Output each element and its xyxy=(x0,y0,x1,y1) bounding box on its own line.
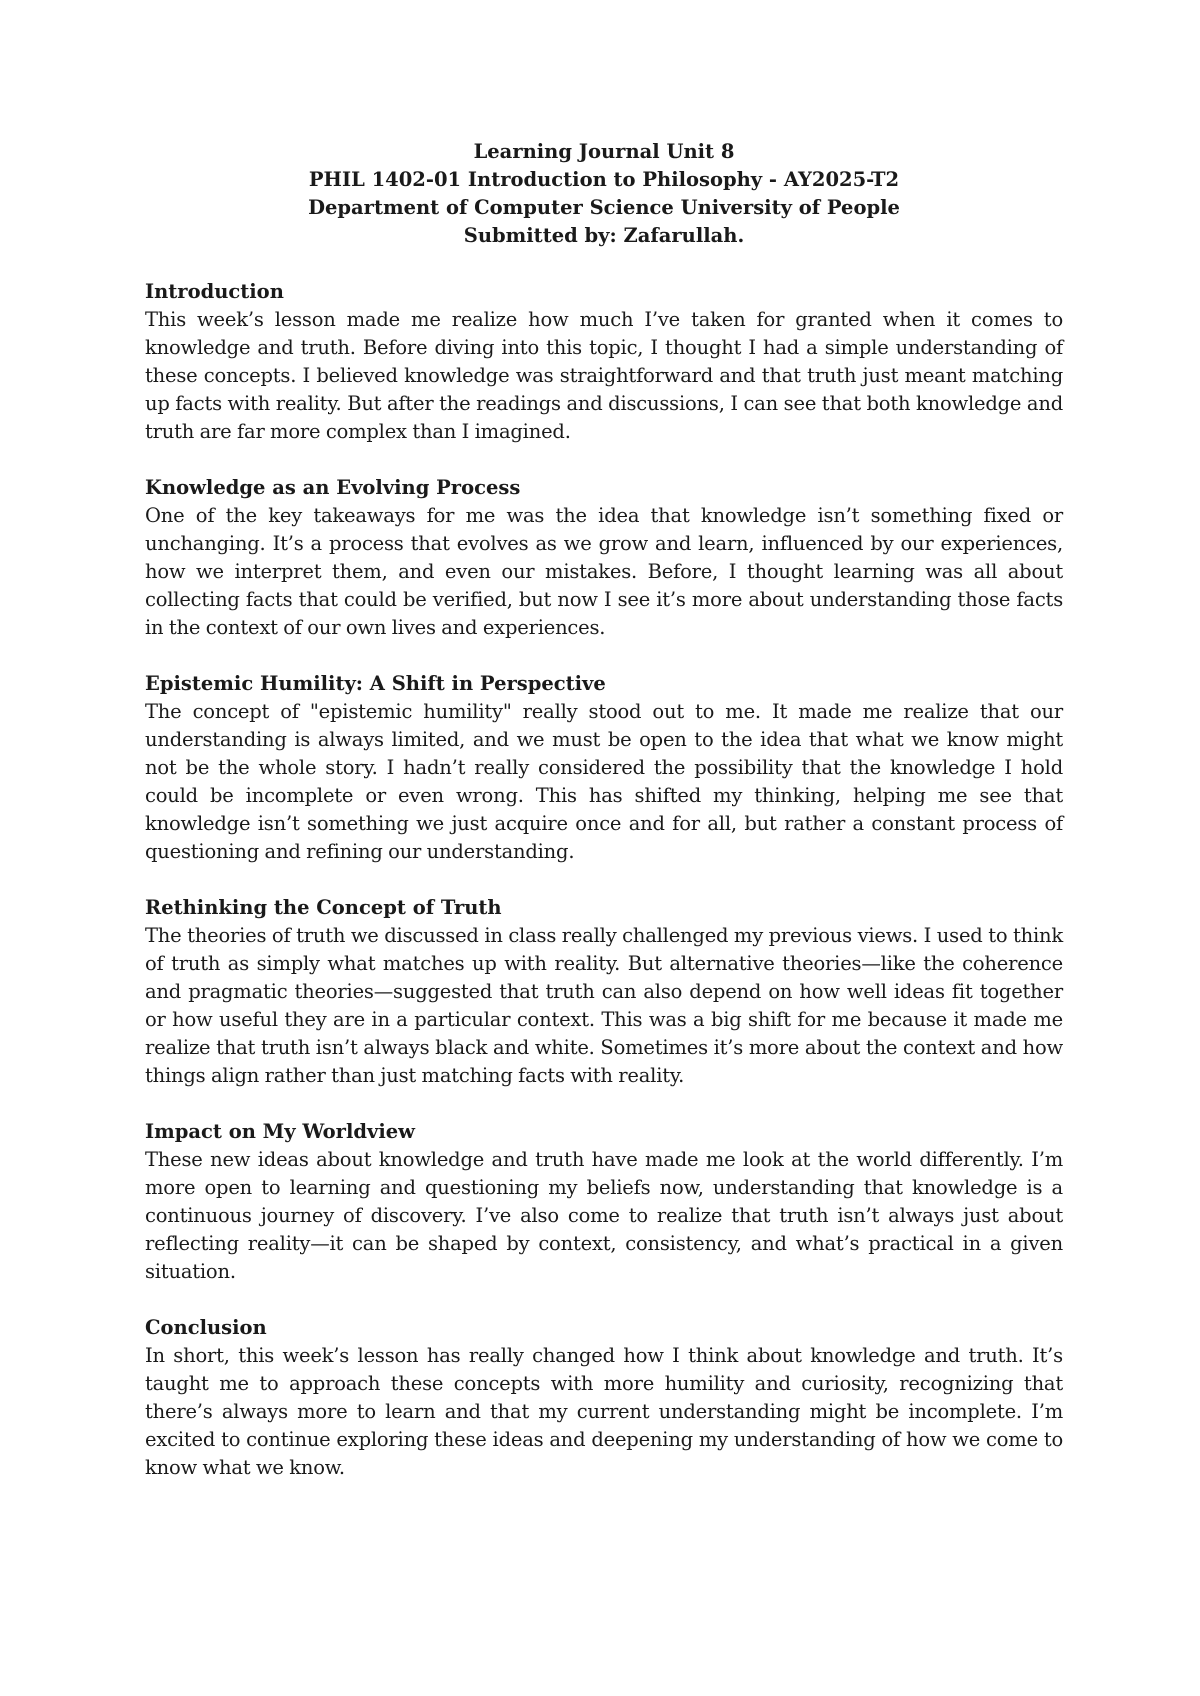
section-title: Introduction xyxy=(145,280,284,303)
department-name: Department of Computer Science University of People xyxy=(308,196,900,219)
section-title: Impact on My Worldview xyxy=(145,1120,415,1143)
section-title: Rethinking the Concept of Truth xyxy=(145,896,502,919)
section-title: Epistemic Humility: A Shift in Perspective xyxy=(145,672,606,695)
section-title: Knowledge as an Evolving Process xyxy=(145,476,521,499)
section-body: This week’s lesson made me realize how much I’ve taken for granted when it comes to knowledge and truth. Before diving into this topic, I thought I had a simple understanding of these concepts. I believed knowledge was straightforward and that truth just meant matching up facts with reality. But after the readings and discussions, I can see that both knowledge and truth are far more complex than I imagined. xyxy=(145,308,1063,443)
section-title: Conclusion xyxy=(145,1316,267,1339)
document-header xyxy=(145,138,1063,250)
section-body: One of the key takeaways for me was the idea that knowledge isn’t something fixed or unchanging. It’s a process that evolves as we grow and learn, influenced by our experiences, how we interpret them, and even our mistakes. Before, I thought learning was all about collecting facts that could be verified, but now I see it’s more about understanding those facts in the context of our own lives and experiences. xyxy=(145,504,1063,639)
section-impact-worldview xyxy=(145,1118,1063,1286)
document-title: Learning Journal Unit 8 xyxy=(473,140,735,163)
section-introduction xyxy=(145,278,1063,446)
submitted-by: Submitted by: Zafarullah. xyxy=(463,224,745,247)
section-body: These new ideas about knowledge and truth have made me look at the world differently. I’m more open to learning and questioning my beliefs now, understanding that knowledge is a continuous journey of discovery. I’ve also come to realize that truth isn’t always just about reflecting reality—it can be shaped by context, consistency, and what’s practical in a given situation. xyxy=(145,1148,1063,1283)
section-rethinking-truth xyxy=(145,894,1063,1090)
section-knowledge-evolving xyxy=(145,474,1063,642)
document-page xyxy=(145,138,1063,1482)
section-conclusion xyxy=(145,1314,1063,1482)
section-body: The theories of truth we discussed in class really challenged my previous views. I used to think of truth as simply what matches up with reality. But alternative theories—like the coherence and pragmatic theories—suggested that truth can also depend on how well ideas fit together or how useful they are in a particular context. This was a big shift for me because it made me realize that truth isn’t always black and white. Sometimes it’s more about the context and how things align rather than just matching facts with reality. xyxy=(145,924,1063,1087)
course-name: PHIL 1402-01 Introduction to Philosophy - AY2025-T2 xyxy=(308,168,900,191)
section-body: The concept of "epistemic humility" really stood out to me. It made me realize that our understanding is always limited, and we must be open to the idea that what we know might not be the whole story. I hadn’t really considered the possibility that the knowledge I hold could be incomplete or even wrong. This has shifted my thinking, helping me see that knowledge isn’t something we just acquire once and for all, but rather a constant process of questioning and refining our understanding. xyxy=(145,700,1063,863)
section-epistemic-humility xyxy=(145,670,1063,866)
section-body: In short, this week’s lesson has really changed how I think about knowledge and truth. It’s taught me to approach these concepts with more humility and curiosity, recognizing that there’s always more to learn and that my current understanding might be incomplete. I’m excited to continue exploring these ideas and deepening my understanding of how we come to know what we know. xyxy=(145,1344,1063,1479)
